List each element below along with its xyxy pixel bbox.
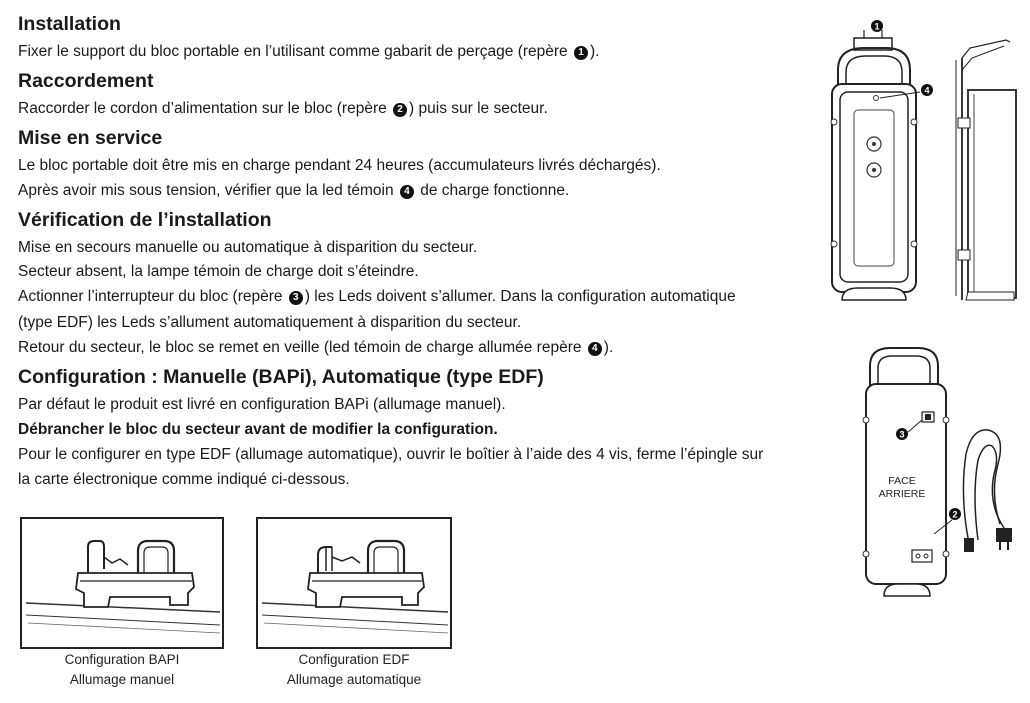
figure-device-front-side — [828, 18, 1024, 308]
callout-4-label: 4 — [924, 85, 930, 96]
caption-edf-line2: Allumage automatique — [286, 672, 422, 687]
callout-1-label: 1 — [874, 21, 880, 32]
verification-line3-b: ) les Leds doivent s’allumer. Dans la configuration automatique — [304, 288, 736, 305]
caption-bapi-line2: Allumage manuel — [69, 672, 175, 687]
face-label-line1: FACE — [888, 475, 916, 487]
caption-bapi-line1: Configuration BAPI — [64, 652, 180, 667]
verification-line2: Secteur absent, la lampe témoin de charge doit s’éteindre. — [18, 263, 419, 280]
callout-2-label: 2 — [952, 509, 958, 520]
mise-en-service-line2 — [18, 182, 569, 200]
marker-1-icon: 1 — [574, 46, 588, 60]
heading-verification: Vérification de l’installation — [18, 209, 272, 231]
mise-en-service-line2-b: de charge fonctionne. — [415, 182, 570, 199]
mise-en-service-line1: Le bloc portable doit être mis en charge pendant 24 heures (accumulateurs livrés déchargés). — [18, 157, 661, 174]
verification-line1: Mise en secours manuelle ou automatique à disparition du secteur. — [18, 239, 478, 256]
heading-installation: Installation — [18, 13, 121, 35]
verification-line5-a: Retour du secteur, le bloc se remet en veille (led témoin de charge allumée repère — [18, 339, 586, 356]
verification-line3-a: Actionner l’interrupteur du bloc (repère — [18, 288, 287, 305]
figure-config-edf — [256, 517, 452, 649]
device-front-view — [831, 20, 933, 300]
installation-text-b: ). — [590, 43, 600, 60]
installation-text-a: Fixer le support du bloc portable en l’utilisant comme gabarit de perçage (repère — [18, 43, 572, 60]
mise-en-service-line2-a: Après avoir mis sous tension, vérifier que la led témoin — [18, 182, 398, 199]
verification-line5-b: ). — [603, 339, 614, 356]
marker-4-icon: 4 — [588, 342, 602, 356]
marker-4-icon: 4 — [400, 185, 414, 199]
heading-raccordement: Raccordement — [18, 70, 154, 92]
raccordement-text-b: ) puis sur le secteur. — [409, 100, 548, 117]
installation-text — [18, 43, 599, 61]
raccordement-text — [18, 100, 548, 118]
configuration-warning: Débrancher le bloc du secteur avant de modifier la configuration. — [18, 421, 498, 438]
caption-edf-line1: Configuration EDF — [298, 652, 410, 667]
configuration-line4: la carte électronique comme indiqué ci-dessous. — [18, 471, 350, 488]
figure-config-bapi — [20, 517, 224, 649]
raccordement-text-a: Raccorder le cordon d’alimentation sur le bloc (repère — [18, 100, 392, 117]
face-label-line2: ARRIERE — [878, 488, 926, 500]
device-side-view — [956, 40, 1016, 300]
configuration-line3: Pour le configurer en type EDF (allumage automatique), ouvrir le boîtier à l’aide des 4 vis, ferme l’épingle sur — [18, 446, 764, 463]
marker-3-icon: 3 — [289, 291, 303, 305]
marker-2-icon: 2 — [393, 103, 407, 117]
figure-device-back — [860, 344, 1028, 606]
verification-line5 — [18, 339, 613, 357]
verification-line3 — [18, 288, 736, 306]
heading-configuration: Configuration : Manuelle (BAPi), Automatique (type EDF) — [18, 366, 544, 388]
heading-mise-en-service: Mise en service — [18, 127, 163, 149]
configuration-line1: Par défaut le produit est livré en configuration BAPi (allumage manuel). — [18, 396, 506, 413]
callout-3-label: 3 — [899, 429, 905, 440]
caption-config-edf — [256, 650, 452, 690]
verification-line4: (type EDF) les Leds s’allument automatiquement à disparition du secteur. — [18, 314, 522, 331]
caption-config-bapi — [20, 650, 224, 690]
